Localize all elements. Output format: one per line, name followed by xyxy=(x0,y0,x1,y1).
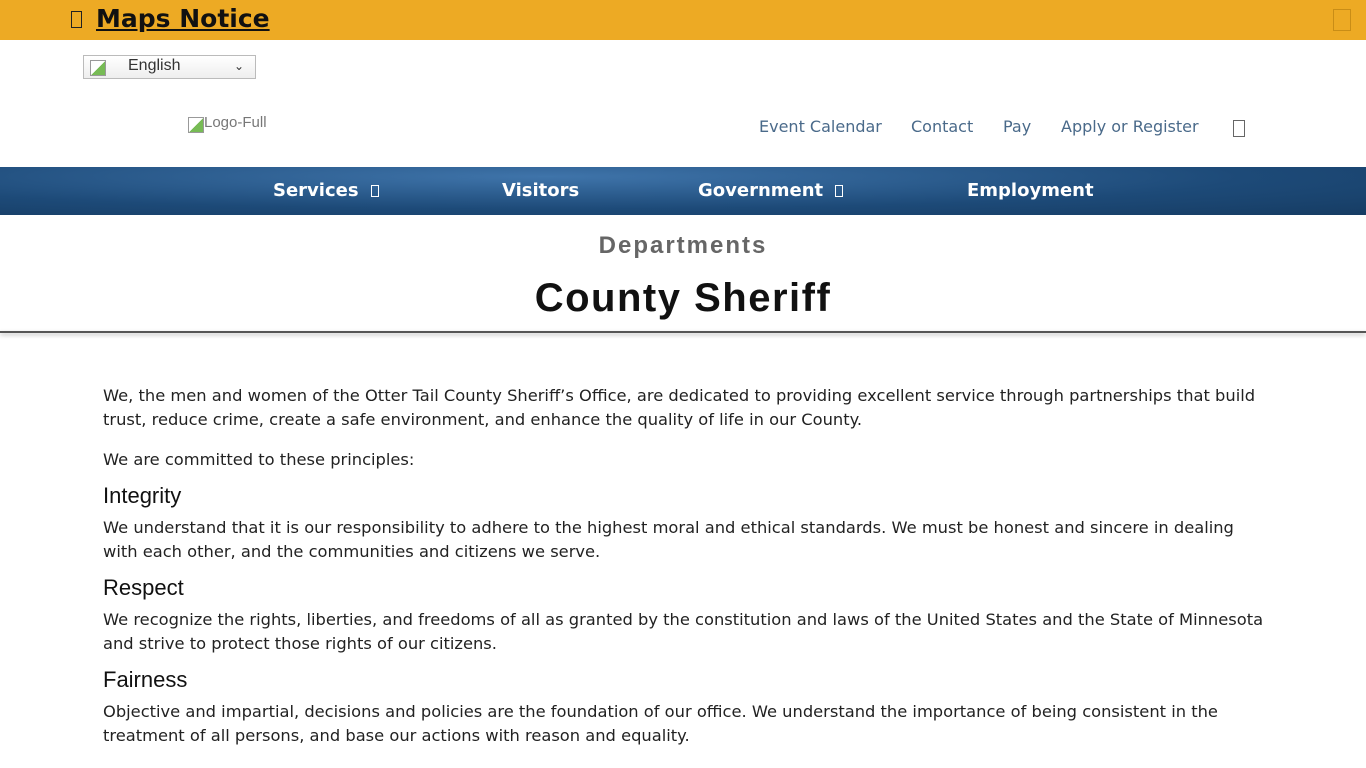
broken-image-icon xyxy=(188,117,204,133)
principle-text: We recognize the rights, liberties, and freedoms of all as granted by the constitution and laws of the United States and the State of Minnesota and strive to protect those rights of our citizens. xyxy=(103,610,1264,653)
divider xyxy=(0,331,1366,333)
chevron-down-icon xyxy=(371,185,379,197)
nav-services[interactable] xyxy=(273,180,379,201)
util-apply-register[interactable]: Apply or Register xyxy=(1061,117,1199,136)
principle-heading: Integrity xyxy=(103,483,182,508)
main-nav xyxy=(0,167,1366,215)
principle-heading: Fairness xyxy=(103,667,188,692)
search-icon[interactable] xyxy=(1233,120,1245,137)
nav-government[interactable] xyxy=(698,180,843,201)
util-contact[interactable]: Contact xyxy=(911,117,974,136)
principle-text: We understand that it is our responsibility to adhere to the highest moral and ethical standards. We must be honest and sincere in dealing with each other, and the communities and citizens we serve. xyxy=(103,518,1234,561)
language-select[interactable] xyxy=(83,55,256,79)
chevron-down-icon: ⌄ xyxy=(234,59,245,73)
nav-label: Government xyxy=(698,180,824,201)
page-title: County Sheriff xyxy=(534,276,832,320)
section-label: Departments xyxy=(598,232,768,259)
lead-paragraph: We are committed to these principles: xyxy=(103,450,415,469)
util-pay[interactable]: Pay xyxy=(1003,117,1032,136)
nav-label: Services xyxy=(273,180,359,201)
chevron-down-icon xyxy=(835,185,843,197)
nav-employment[interactable]: Employment xyxy=(967,180,1094,201)
principle-heading: Respect xyxy=(103,575,184,600)
nav-visitors[interactable]: Visitors xyxy=(502,180,580,201)
language-label: English xyxy=(128,57,181,74)
map-icon xyxy=(71,11,82,28)
flag-icon xyxy=(90,60,106,76)
logo-alt: Logo-Full xyxy=(204,114,267,131)
principle-text: Objective and impartial, decisions and policies are the foundation of our office. We understand the importance of being consistent in the treatment of all persons, and base our actions with reason and equality. xyxy=(103,702,1218,745)
notice-banner xyxy=(0,0,1366,40)
site-logo[interactable] xyxy=(188,114,267,133)
main-content xyxy=(103,384,1273,764)
util-event-calendar[interactable]: Event Calendar xyxy=(759,117,882,136)
close-icon[interactable] xyxy=(1333,9,1351,31)
maps-notice-link[interactable]: Maps Notice xyxy=(96,4,270,33)
intro-paragraph: We, the men and women of the Otter Tail County Sheriff’s Office, are dedicated to providing excellent service through partnerships that build trust, reduce crime, create a safe environment, and enhance the quality of life in our County. xyxy=(103,386,1256,429)
